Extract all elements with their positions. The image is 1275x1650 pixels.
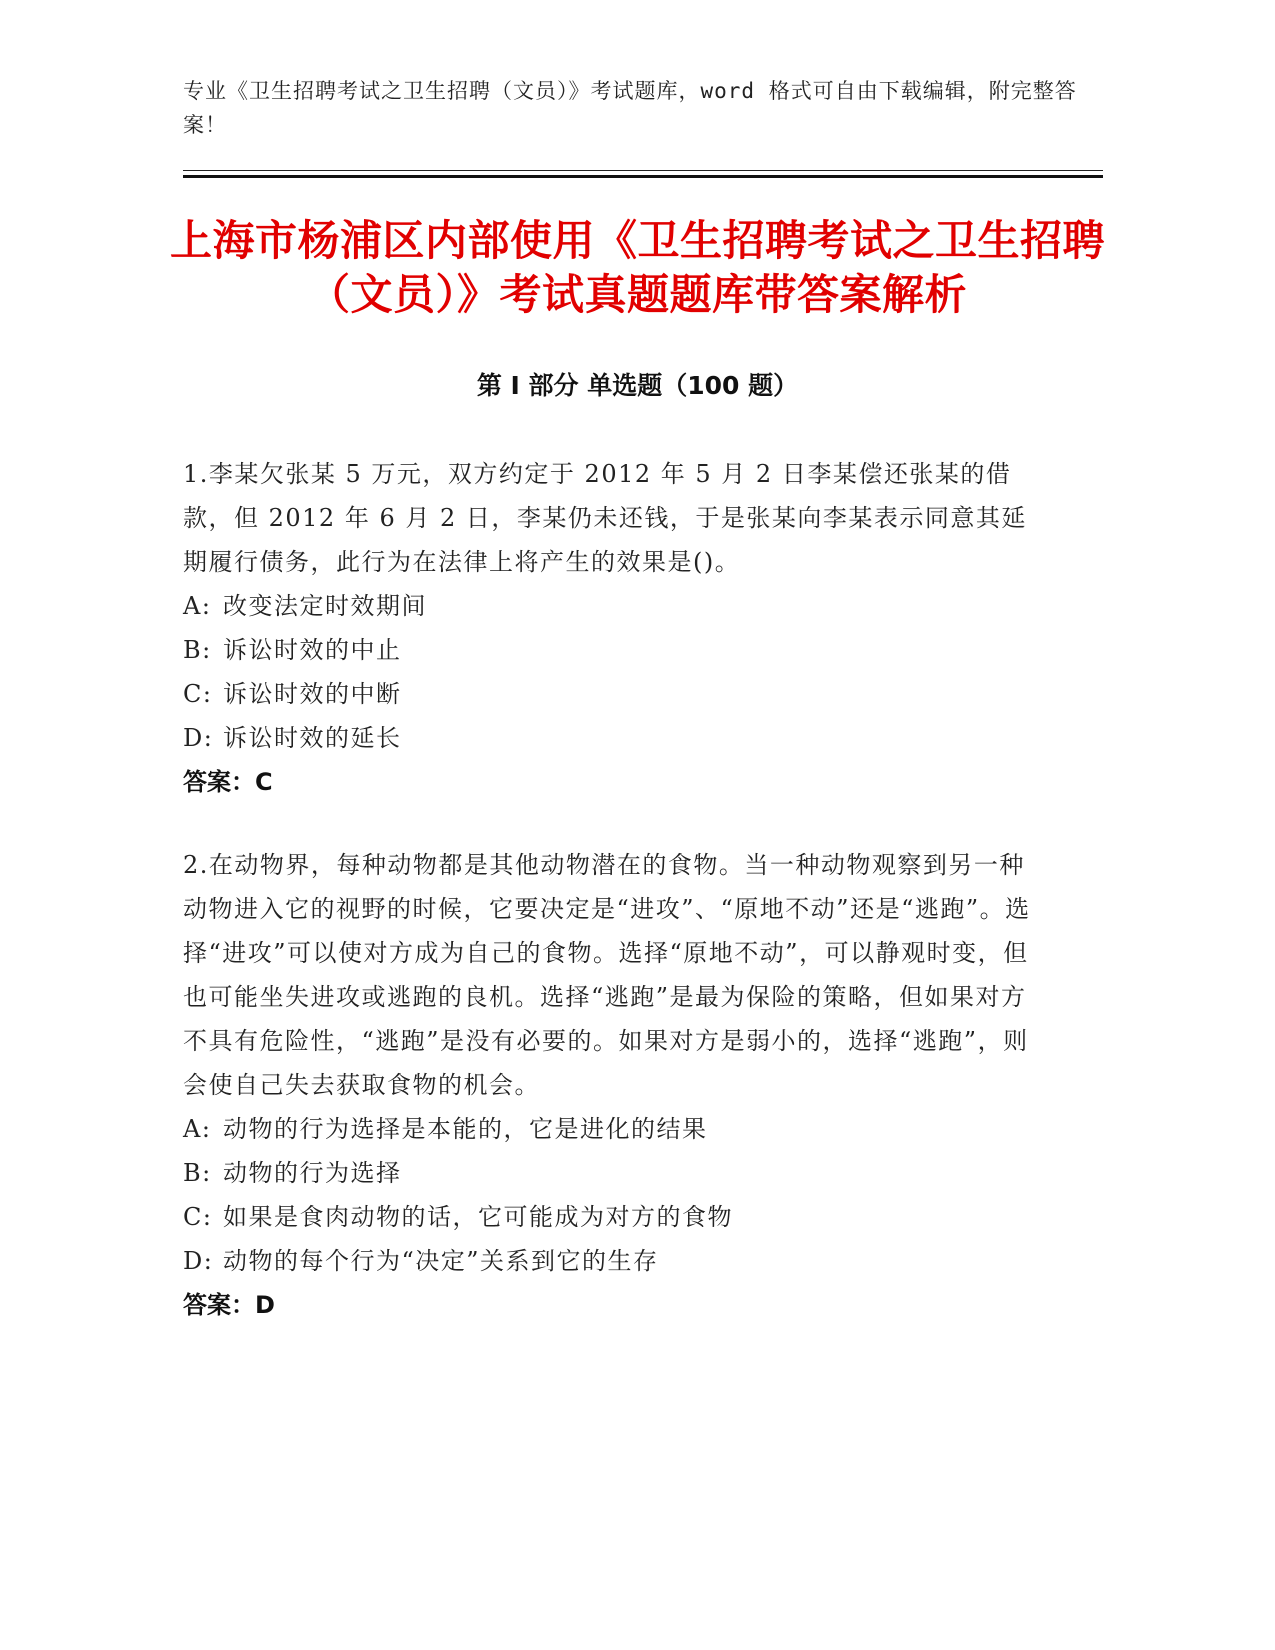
option-text: 如果是食肉动物的话，它可能成为对方的食物 (223, 1203, 733, 1231)
option-letter: B: (183, 1159, 212, 1187)
option-text: 诉讼时效的中断 (223, 680, 402, 708)
option-letter: A: (183, 1115, 212, 1143)
header-note: 专业《卫生招聘考试之卫生招聘（文员）》考试题库，word 格式可自由下载编辑，附完整答案！ (183, 79, 1077, 137)
option-text: 诉讼时效的延长 (223, 724, 402, 752)
option-letter: C: (183, 1203, 213, 1231)
option-b (183, 1151, 1033, 1195)
option-letter: D: (183, 1247, 214, 1275)
option-b (183, 628, 1033, 672)
option-d (183, 1239, 1033, 1283)
option-letter: C: (183, 680, 213, 708)
answer-line: 答案：D (183, 1291, 275, 1319)
option-text: 动物的行为选择 (223, 1159, 402, 1187)
option-text: 动物的行为选择是本能的，它是进化的结果 (223, 1115, 708, 1143)
section-title: 第 I 部分 单选题（100 题） (476, 371, 799, 400)
question-1 (183, 452, 1033, 804)
question-2 (183, 843, 1033, 1327)
option-text: 动物的每个行为“决定”关系到它的生存 (223, 1247, 659, 1275)
option-d (183, 716, 1033, 760)
question-stem: 2.在动物界，每种动物都是其他动物潜在的食物。当一种动物观察到另一种动物进入它的视野的时候，它要决定是“进攻”、“原地不动”还是“逃跑”。选择“进攻”可以使对方成为自己的食物。选择“原地不动”，可以静观时变，但也可能坐失进攻或逃跑的良机。选择“逃跑”是最为保险的策略，但如果对方不具有危险性，“逃跑”是没有必要的。如果对方是弱小的，选择“逃跑”，则会使自己失去获取食物的机会。 (183, 851, 1031, 1099)
option-c (183, 1195, 1033, 1239)
document-title: 上海市杨浦区内部使用《卫生招聘考试之卫生招聘（文员）》考试真题题库带答案解析 (169, 216, 1105, 319)
option-text: 诉讼时效的中止 (223, 636, 402, 664)
option-letter: D: (183, 724, 214, 752)
question-stem: 1.李某欠张某 5 万元，双方约定于 2012 年 5 月 2 日李某偿还张某的借款，但 2012 年 6 月 2 日，李某仍未还钱，于是张某向李某表示同意其延期履行债务，此行为在法律上将产生的效果是()。 (183, 460, 1027, 576)
answer-line: 答案：C (183, 768, 273, 796)
header-divider-thin (183, 170, 1103, 171)
header-divider-thick (183, 175, 1103, 178)
option-letter: A: (183, 592, 212, 620)
option-c (183, 672, 1033, 716)
option-a (183, 584, 1033, 628)
option-letter: B: (183, 636, 212, 664)
option-text: 改变法定时效期间 (223, 592, 427, 620)
option-a (183, 1107, 1033, 1151)
